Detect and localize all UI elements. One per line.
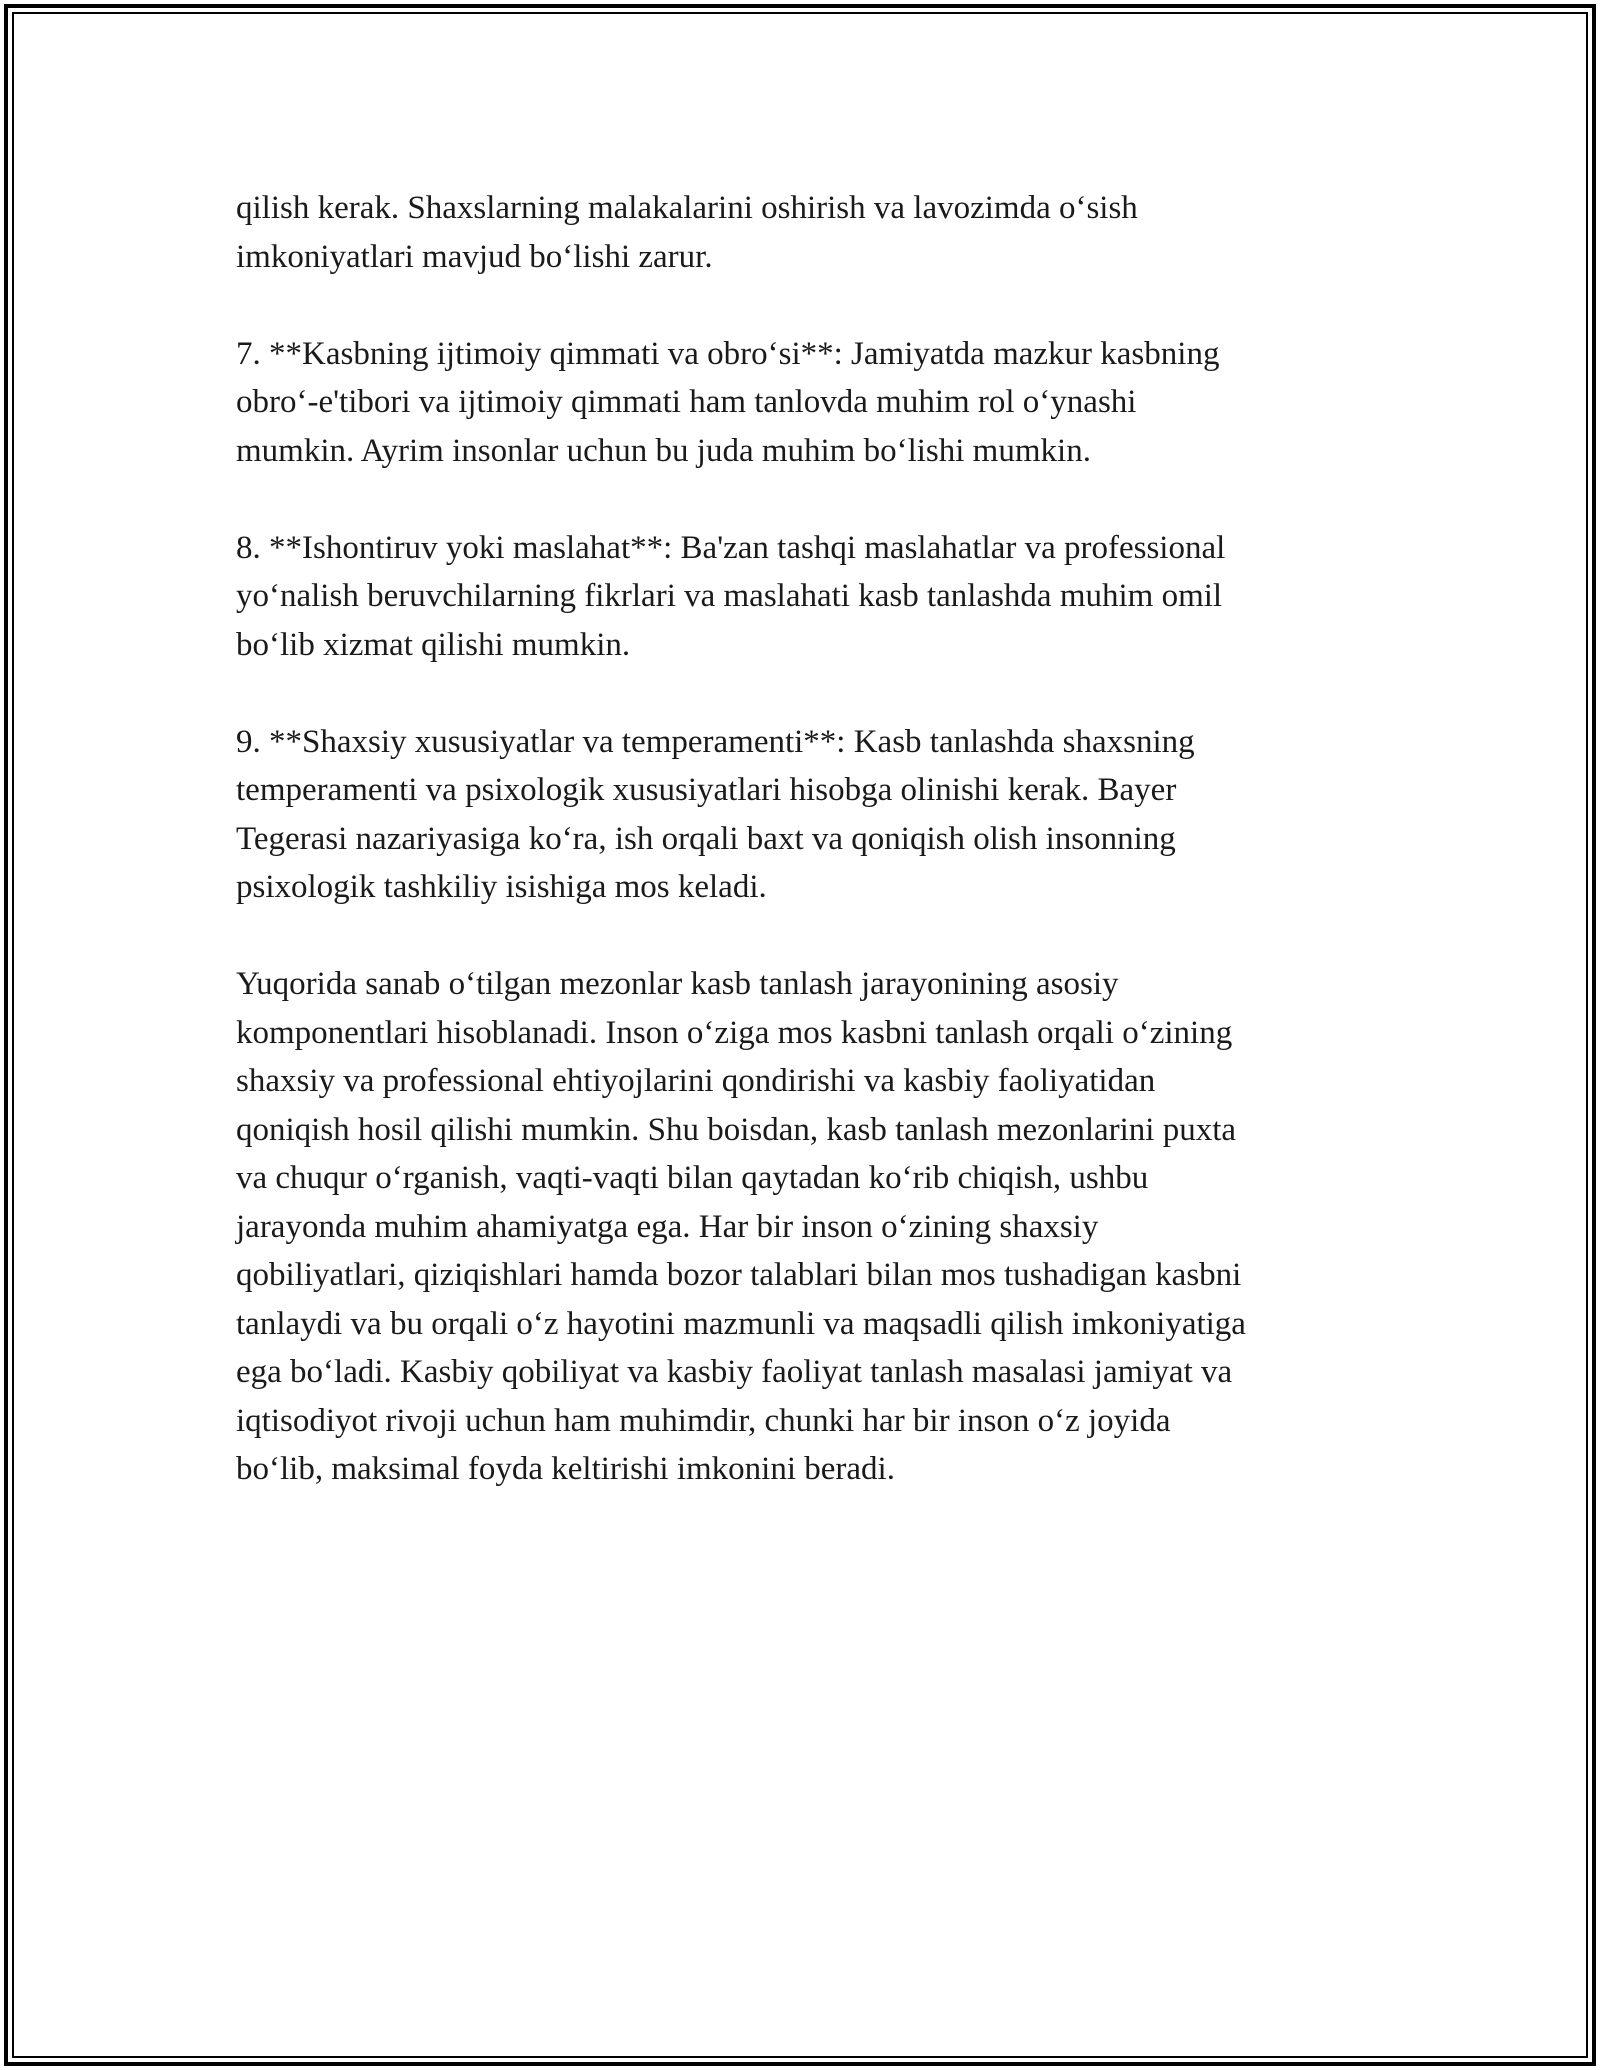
text-line: 7. **Kasbning ijtimoiy qimmati va obro‘si**: Jamiyatda mazkur kasbning	[236, 335, 1220, 372]
text-line: Tegerasi nazariyasiga ko‘ra, ish orqali baxt va qoniqish olish insonning	[236, 820, 1176, 857]
text-line: psixologik tashkiliy isishiga mos keladi.	[236, 869, 767, 905]
text-line: iqtisodiyot rivoji uchun ham muhimdir, chunki har bir inson o‘z joyida	[236, 1402, 1171, 1439]
text-line: temperamenti va psixologik xususiyatlari hisobga olinishi kerak. Bayer	[236, 772, 1177, 808]
text-line: Yuqorida sanab o‘tilgan mezonlar kasb tanlash jarayonining asosiy	[236, 966, 1119, 1002]
paragraph-intro-continuation	[236, 184, 1366, 281]
document-body	[236, 184, 1366, 1542]
paragraph-conclusion	[236, 960, 1366, 1494]
text-line: shaxsiy va professional ehtiyojlarini qondirishi va kasbiy faoliyatidan	[236, 1063, 1156, 1099]
text-line: va chuqur o‘rganish, vaqti-vaqti bilan qaytadan ko‘rib chiqish, ushbu	[236, 1160, 1149, 1196]
text-line: ega bo‘ladi. Kasbiy qobiliyat va kasbiy faoliyat tanlash masalasi jamiyat va	[236, 1354, 1233, 1390]
text-line: tanlaydi va bu orqali o‘z hayotini mazmunli va maqsadli qilish imkoniyatiga	[236, 1305, 1246, 1342]
text-line: yo‘nalish beruvchilarning fikrlari va maslahati kasb tanlashda muhim omil	[236, 578, 1223, 614]
text-line: komponentlari hisoblanadi. Inson o‘ziga mos kasbni tanlash orqali o‘zining	[236, 1014, 1233, 1051]
paragraph-item-7	[236, 330, 1366, 476]
text-line: bo‘lib, maksimal foyda keltirishi imkonini beradi.	[236, 1451, 895, 1487]
text-line: imkoniyatlari mavjud bo‘lishi zarur.	[236, 238, 713, 275]
text-line: mumkin. Ayrim insonlar uchun bu juda muhim bo‘lishi mumkin.	[236, 432, 1091, 469]
text-line: qilish kerak. Shaxslarning malakalarini oshirish va lavozimda o‘sish	[236, 190, 1138, 226]
text-line: obro‘-e'tibori va ijtimoiy qimmati ham tanlovda muhim rol o‘ynashi	[236, 384, 1137, 420]
text-line: bo‘lib xizmat qilishi mumkin.	[236, 626, 631, 663]
paragraph-item-9	[236, 718, 1366, 912]
text-line: 8. **Ishontiruv yoki maslahat**: Ba'zan tashqi maslahatlar va professional	[236, 529, 1226, 566]
text-line: 9. **Shaxsiy xususiyatlar va temperamenti**: Kasb tanlashda shaxsning	[236, 723, 1195, 760]
paragraph-item-8	[236, 524, 1366, 670]
text-line: jarayonda muhim ahamiyatga ega. Har bir inson o‘zining shaxsiy	[236, 1208, 1099, 1245]
text-line: qobiliyatlari, qiziqishlari hamda bozor talablari bilan mos tushadigan kasbni	[236, 1257, 1242, 1293]
text-line: qoniqish hosil qilishi mumkin. Shu boisdan, kasb tanlash mezonlarini puxta	[236, 1111, 1237, 1148]
